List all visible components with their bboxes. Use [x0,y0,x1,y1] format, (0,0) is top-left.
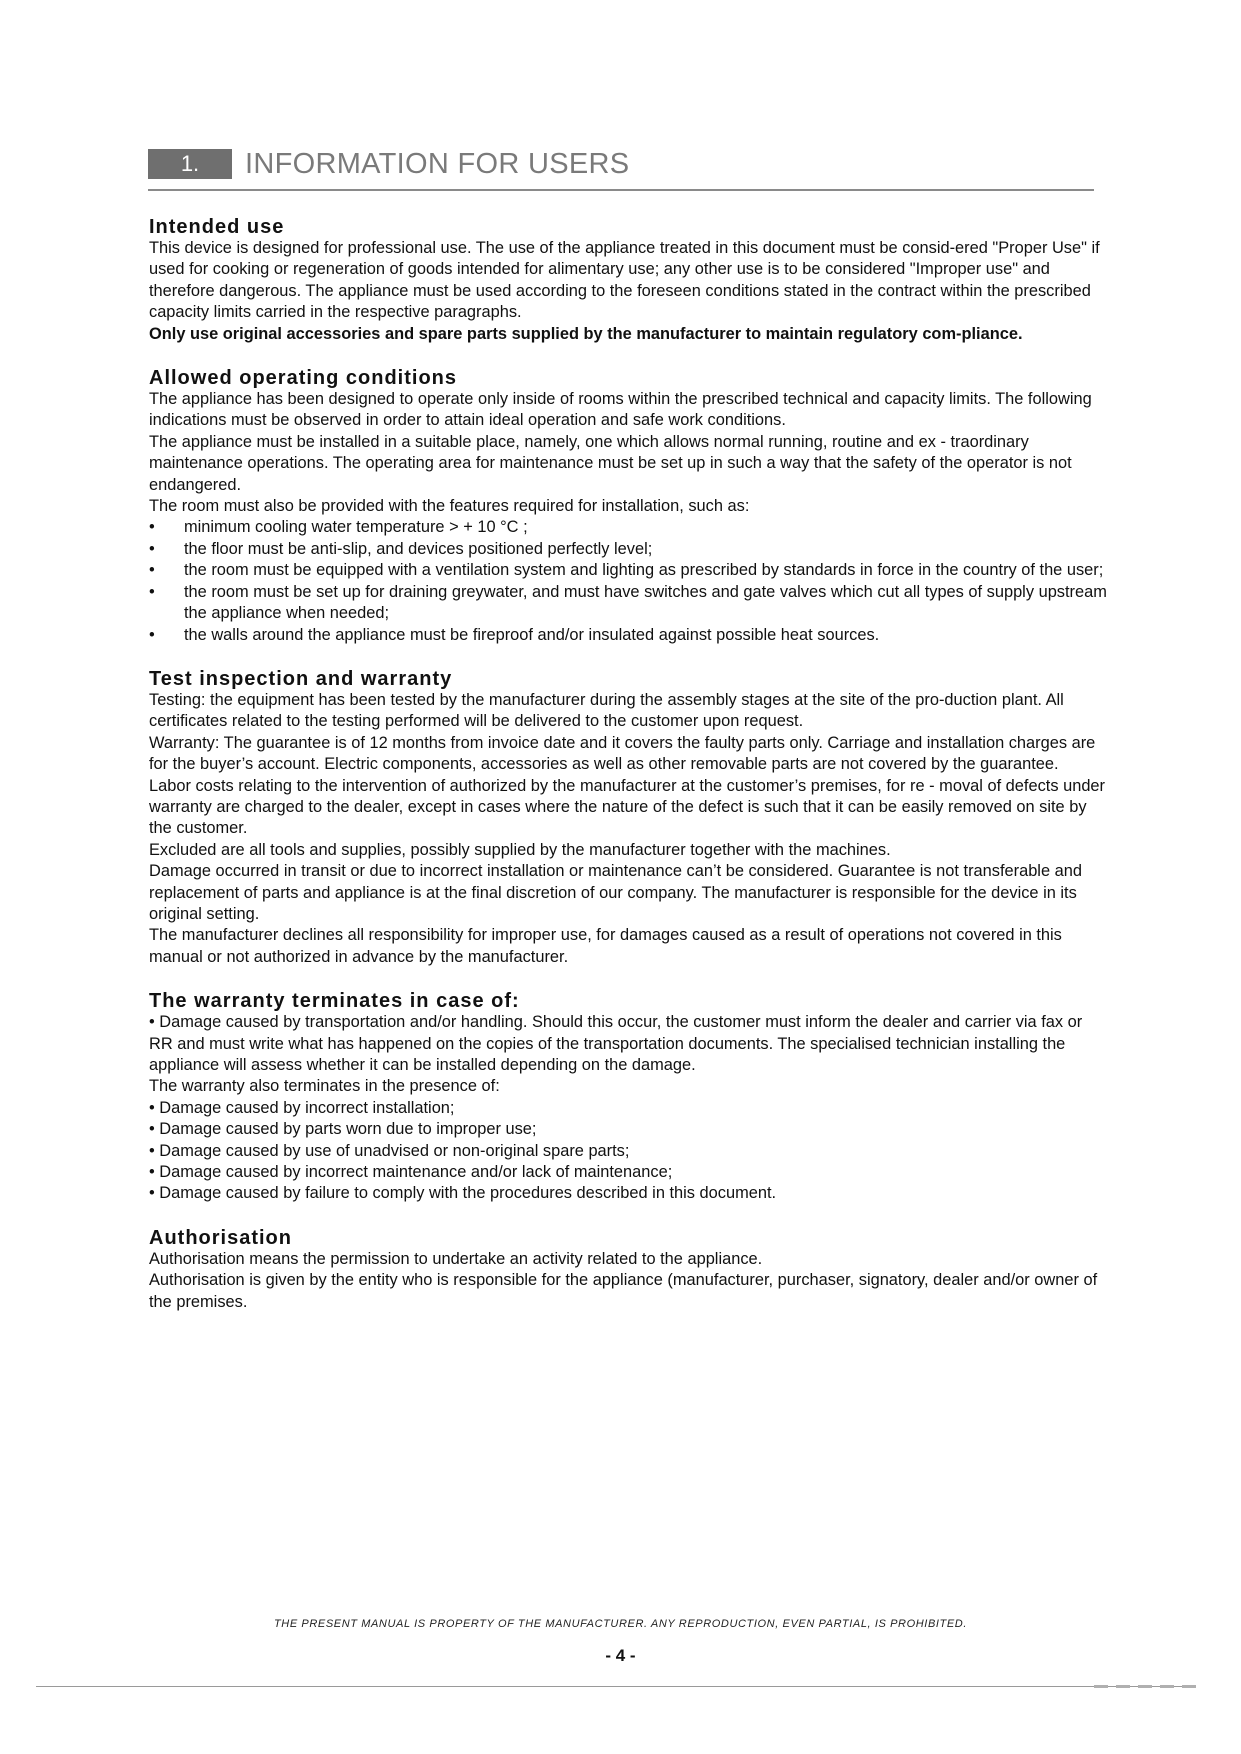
bold-notice: Only use original accessories and spare parts supplied by the manufacturer to maintain regulatory com-pliance. [149,324,1023,343]
paragraph: The warranty also terminates in the presence of: [149,1077,500,1096]
list-item: • Damage caused by failure to comply with the procedures described in this document. [149,1184,777,1203]
bottom-dash-marks [1094,1685,1200,1688]
page-content [149,216,1109,1335]
list-item: • Damage caused by incorrect installation; [149,1098,455,1117]
paragraph: The manufacturer declines all responsibility for improper use, for damages caused as a result of operations not covered in this manual or not authorized in advance by the manufacturer. [149,926,1062,966]
list-item: • Damage caused by incorrect maintenance and/or lack of maintenance; [149,1163,673,1182]
requirements-list [149,517,1109,645]
bottom-divider [36,1686,1196,1687]
paragraph: The appliance must be installed in a suitable place, namely, one which allows normal running, routine and ex - traordinary maintenance operations. The operating area for maintenance must be set up in such a way that the safety of the operator is not endangered. [149,432,1072,494]
chapter-divider [148,189,1094,191]
section-heading: Authorisation [149,1226,292,1249]
paragraph: Authorisation is given by the entity who is responsible for the appliance (manufacturer, purchaser, signatory, dealer and/or owner of the premises. [149,1271,1098,1311]
list-item: • Damage caused by use of unadvised or non-original spare parts; [149,1141,630,1160]
section-heading: Intended use [149,216,285,238]
list-item: • the floor must be anti-slip, and devices positioned perfectly level; [149,539,1109,560]
paragraph: This device is designed for professional use. The use of the appliance treated in this document must be consid-ered "Proper Use" if used for cooking or regeneration of goods intended for alimentary use; any other use is to be considered "Improper use" and therefore dangerous. The appliance must be used according to the foreseen conditions stated in the contract within the prescribed capacity limits carried in the respective paragraphs. [149,239,1100,322]
list-item: • the room must be equipped with a ventilation system and lighting as prescribed by standards in force in the country of the user; [149,560,1109,581]
paragraph: Testing: the equipment has been tested by the manufacturer during the assembly stages at the site of the pro-duction plant. All certificates related to the testing performed will be delivered to the customer upon request. [149,690,1064,731]
paragraph: Authorisation means the permission to undertake an activity related to the appliance. [149,1249,763,1268]
page-number: - 4 - [605,1646,636,1665]
paragraph: The appliance has been designed to operate only inside of rooms within the prescribed technical and capacity limits. The following indications must be observed in order to attain ideal operation and safe work conditions. [149,390,1092,430]
paragraph: Damage occurred in transit or due to incorrect installation or maintenance can’t be considered. Guarantee is not transferable and replacement of parts and appliance is at the final discretion of our company. The manufacturer is responsible for the device in its original setting. [149,862,1082,923]
paragraph: • Damage caused by transportation and/or handling. Should this occur, the customer must inform the dealer and carrier via fax or RR and must write what has happened on the copies of the transportation documents. The specialised technician installing the appliance will assess whether it can be installed depending on the damage. [149,1013,1083,1074]
section-authorisation [149,1227,1109,1313]
list-item: • the room must be set up for draining greywater, and must have switches and gate valves which cut all types of supply upstream the appliance when needed; [149,582,1109,625]
chapter-header [148,149,1094,192]
chapter-title: INFORMATION FOR USERS [245,148,630,180]
section-test-inspection-warranty [149,668,1109,968]
paragraph: Excluded are all tools and supplies, possibly supplied by the manufacturer together with the machines. [149,840,891,859]
list-item: • minimum cooling water temperature > + 10 °C ; [149,517,1109,538]
paragraph: The room must also be provided with the features required for installation, such as: [149,497,750,516]
section-heading: Test inspection and warranty [149,667,453,690]
list-item: • Damage caused by parts worn due to improper use; [149,1120,537,1139]
paragraph: Labor costs relating to the intervention of authorized by the manufacturer at the customer’s premises, for re - moval of defects under warranty are charged to the dealer, except in cases where the nature of the defect is such that it can be easily removed on site by the customer. [149,776,1106,838]
section-warranty-terminates [149,990,1109,1205]
list-item: • the walls around the appliance must be fireproof and/or insulated against possible heat sources. [149,625,1109,646]
copyright-notice: THE PRESENT MANUAL IS PROPERTY OF THE MANUFACTURER. ANY REPRODUCTION, EVEN PARTIAL, IS PROHIBITED. [273,1618,968,1630]
section-intended-use [149,216,1109,345]
chapter-number: 1. [148,149,232,179]
paragraph: Warranty: The guarantee is of 12 months from invoice date and it covers the faulty parts only. Carriage and installation charges are for the buyer’s account. Electric components, accessories as well as other removable parts are not covered by the guarantee. [149,733,1096,774]
section-heading: Allowed operating conditions [149,367,457,390]
section-allowed-operating-conditions [149,367,1109,646]
section-heading: The warranty terminates in case of: [149,990,520,1013]
